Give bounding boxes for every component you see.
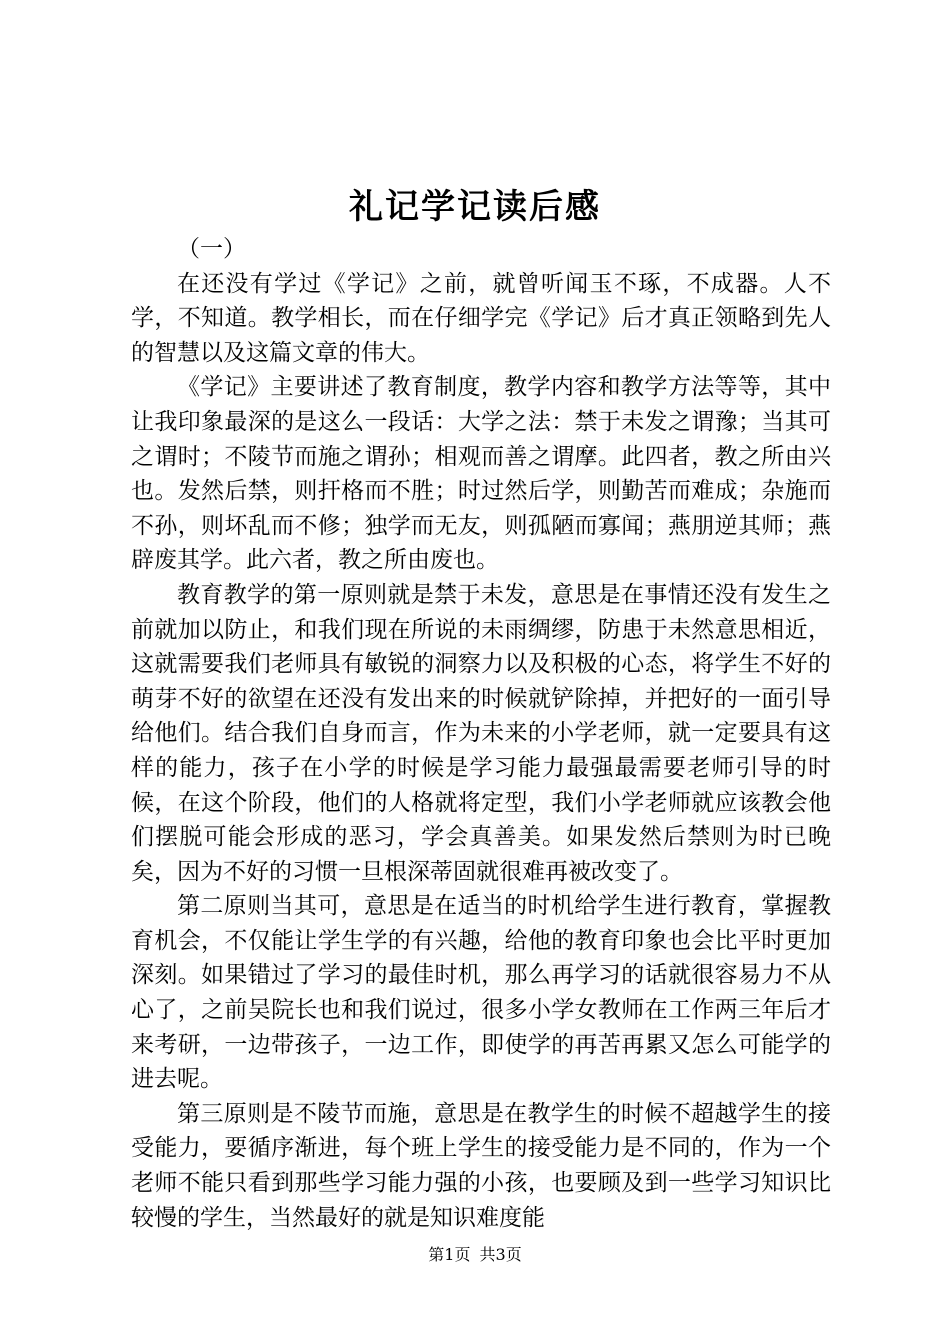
paragraph: 《学记》主要讲述了教育制度，教学内容和教学方法等等，其中让我印象最深的是这么一段话：大学之法：禁于未发之谓豫；当其可之谓时；不陵节而施之谓孙；相观而善之谓摩。此四者，教之所由兴也。发然后禁，则扞格而不胜；时过然后学，则勤苦而难成；杂施而不孙，则坏乱而不修；独学而无友，则孤陋而寡闻；燕朋逆其师；燕辟废其学。此六者，教之所由废也。 (131, 374, 831, 574)
page-number: 第1页 (428, 1245, 471, 1264)
document-title: 礼记学记读后感 (349, 187, 601, 227)
paragraph: 教育教学的第一原则就是禁于未发，意思是在事情还没有发生之前就加以防止，和我们现在所说的未雨绸缪，防患于未然意思相近，这就需要我们老师具有敏锐的洞察力以及积极的心态，将学生不好的萌芽不好的欲望在还没有发出来的时候就铲除掉，并把好的一面引导给他们。结合我们自身而言，作为未来的小学老师，就一定要具有这样的能力，孩子在小学的时候是学习能力最强最需要老师引导的时候，在这个阶段，他们的人格就将定型，我们小学老师就应该教会他们摆脱可能会形成的恶习，学会真善美。如果发然后禁则为时已晚矣，因为不好的习惯一旦根深蒂固就很难再被改变了。 (131, 581, 831, 885)
document-body (131, 232, 831, 1235)
paragraph: 在还没有学过《学记》之前，就曾听闻玉不琢，不成器。人不学，不知道。教学相长，而在仔细学完《学记》后才真正领略到先人的智慧以及这篇文章的伟大。 (131, 270, 831, 366)
paragraph: 第二原则当其可，意思是在适当的时机给学生进行教育，掌握教育机会，不仅能让学生学的有兴趣，给他的教育印象也会比平时更加深刻。如果错过了学习的最佳时机，那么再学习的话就很容易力不从心了，之前吴院长也和我们说过，很多小学女教师在工作两三年后才来考研，一边带孩子，一边工作，即使学的再苦再累又怎么可能学的进去呢。 (131, 893, 831, 1093)
page-footer (0, 1244, 950, 1266)
section-marker: （一） (177, 236, 246, 262)
page-total: 共3页 (479, 1245, 522, 1264)
paragraph: 第三原则是不陵节而施，意思是在教学生的时候不超越学生的接受能力，要循序渐进，每个班上学生的接受能力是不同的，作为一个老师不能只看到那些学习能力强的小孩，也要顾及到一些学习知识比较慢的学生，当然最好的就是知识难度能 (131, 1100, 831, 1231)
